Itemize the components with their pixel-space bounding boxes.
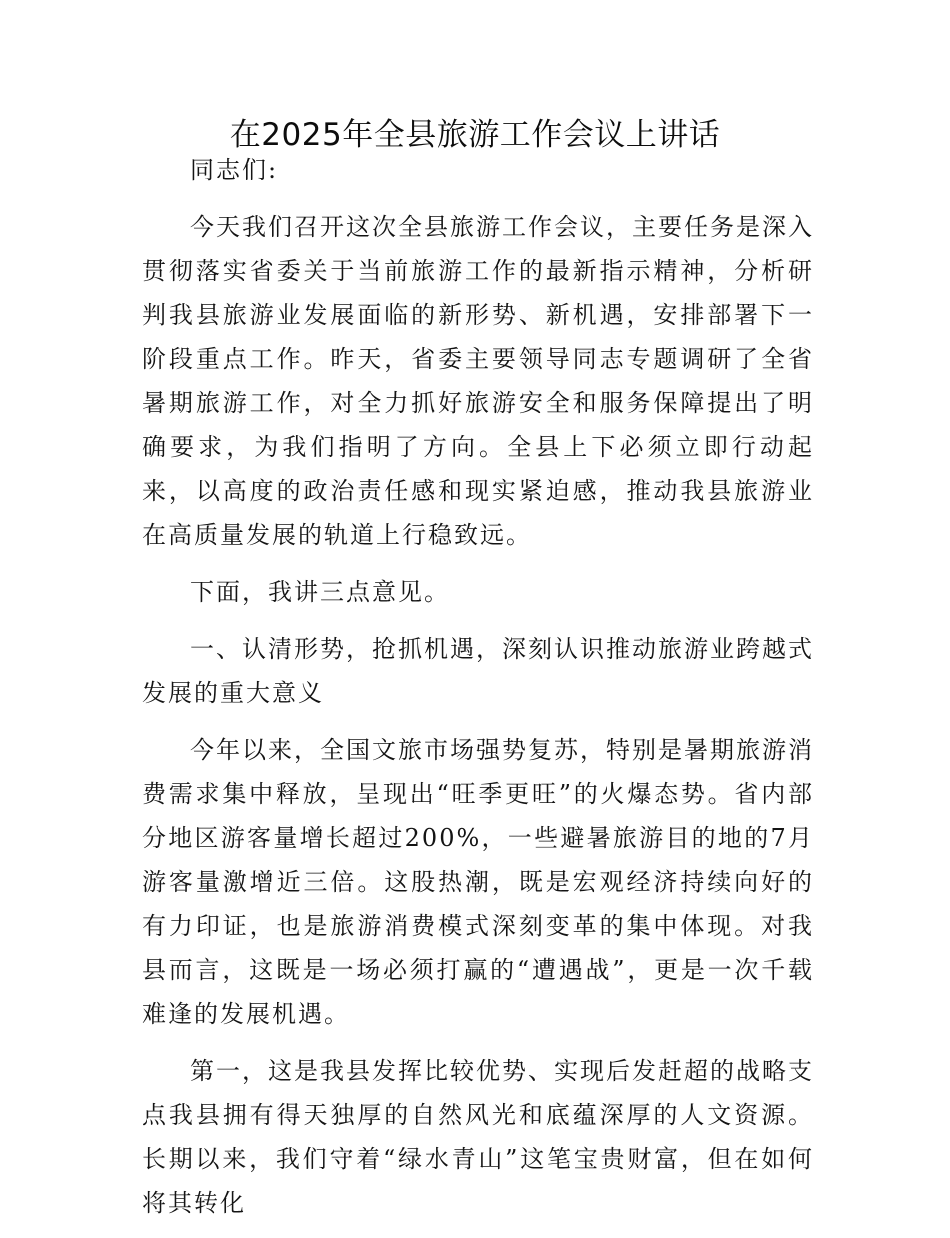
paragraph-first-point: 第一，这是我县发挥比较优势、实现后发赶超的战略支点我县拥有得天独厚的自然风光和底蕴深厚的人文资源。长期以来，我们守着“绿水青山”这笔宝贵财富，但在如何将其转化 xyxy=(142,1057,814,1217)
document-title: 在2025年全县旅游工作会议上讲话 xyxy=(229,117,721,153)
greeting: 同志们: xyxy=(190,156,279,184)
paragraph-intro: 今天我们召开这次全县旅游工作会议，主要任务是深入贯彻落实省委关于当前旅游工作的最新指示精神，分析研判我县旅游业发展面临的新形势、新机遇，安排部署下一阶段重点工作。昨天，省委主要领导同志专题调研了全省暑期旅游工作，对全力抓好旅游安全和服务保障提出了明确要求，为我们指明了方向。全县上下必须立即行动起来，以高度的政治责任感和现实紧迫感，推动我县旅游业在高质量发展的轨道上行稳致远。 xyxy=(142,213,814,549)
paragraph-situation: 今年以来，全国文旅市场强势复苏，特别是暑期旅游消费需求集中释放，呈现出“旺季更旺”的火爆态势。省内部分地区游客量增长超过200%，一些避暑旅游目的地的7月游客量激增近三倍。这股热潮，既是宏观经济持续向好的有力印证，也是旅游消费模式深刻变革的集中体现。对我县而言，这既是一场必须打赢的“遭遇战”，更是一次千载难逢的发展机遇。 xyxy=(142,736,814,1028)
paragraph-outline: 下面，我讲三点意见。 xyxy=(190,578,450,606)
section-heading-1: 一、认清形势，抢抓机遇，深刻认识推动旅游业跨越式发展的重大意义 xyxy=(142,635,814,707)
document-body xyxy=(142,148,814,1238)
